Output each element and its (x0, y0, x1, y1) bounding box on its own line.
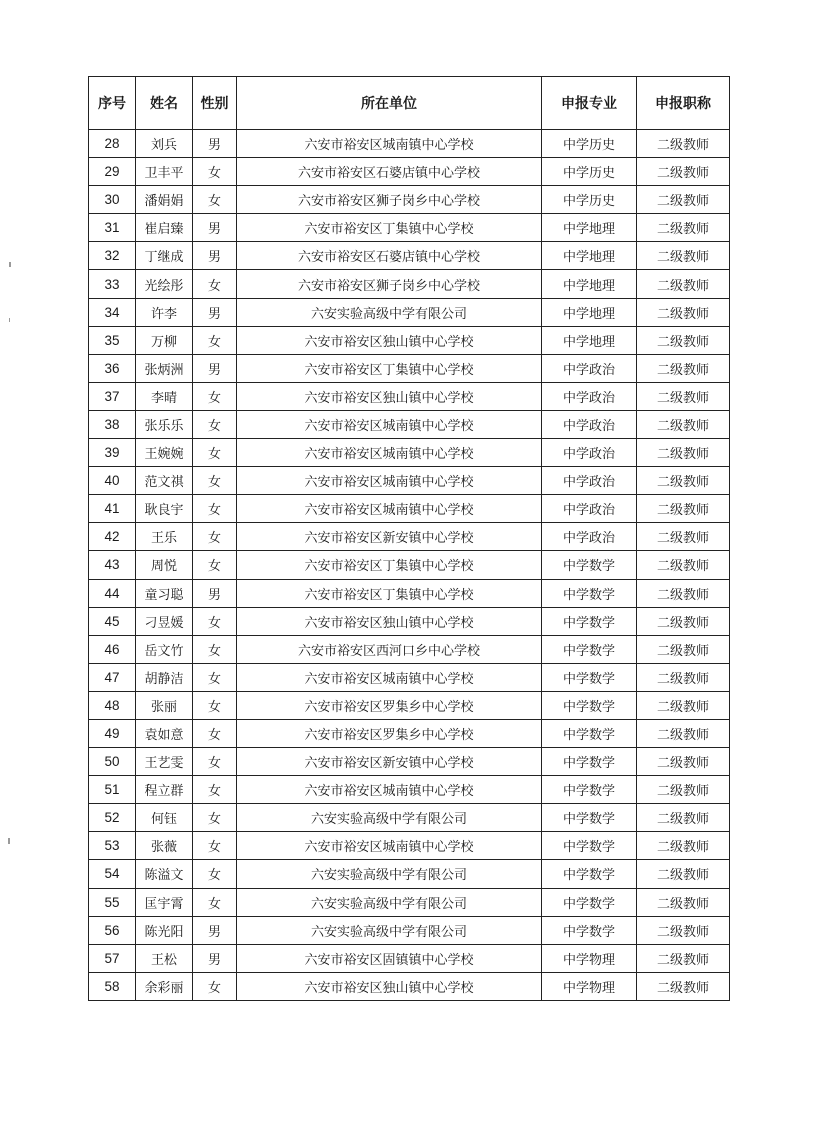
cell-major: 中学数学 (542, 719, 637, 747)
cell-gender: 女 (193, 186, 237, 214)
cell-name: 崔启臻 (136, 214, 193, 242)
cell-serial: 43 (89, 551, 136, 579)
cell-serial: 52 (89, 804, 136, 832)
cell-gender: 女 (193, 326, 237, 354)
cell-gender: 女 (193, 888, 237, 916)
cell-gender: 女 (193, 467, 237, 495)
table-row (89, 832, 730, 860)
cell-major: 中学物理 (542, 944, 637, 972)
cell-gender: 女 (193, 719, 237, 747)
cell-title: 二级教师 (637, 242, 730, 270)
table-row (89, 523, 730, 551)
cell-major: 中学历史 (542, 130, 637, 158)
cell-gender: 女 (193, 635, 237, 663)
cell-major: 中学数学 (542, 691, 637, 719)
table-row (89, 326, 730, 354)
cell-unit: 六安市裕安区城南镇中心学校 (237, 439, 542, 467)
cell-gender: 男 (193, 214, 237, 242)
cell-gender: 女 (193, 776, 237, 804)
cell-serial: 55 (89, 888, 136, 916)
table-row (89, 214, 730, 242)
cell-unit: 六安市裕安区丁集镇中心学校 (237, 354, 542, 382)
table-row (89, 298, 730, 326)
cell-serial: 53 (89, 832, 136, 860)
cell-title: 二级教师 (637, 691, 730, 719)
cell-title: 二级教师 (637, 944, 730, 972)
cell-title: 二级教师 (637, 382, 730, 410)
table-row (89, 551, 730, 579)
cell-title: 二级教师 (637, 326, 730, 354)
table-row (89, 635, 730, 663)
cell-serial: 47 (89, 663, 136, 691)
cell-name: 张炳洲 (136, 354, 193, 382)
header-gender: 性别 (193, 77, 237, 130)
header-name: 姓名 (136, 77, 193, 130)
cell-serial: 44 (89, 579, 136, 607)
cell-unit: 六安市裕安区固镇镇中心学校 (237, 944, 542, 972)
cell-gender: 男 (193, 130, 237, 158)
cell-name: 万柳 (136, 326, 193, 354)
cell-serial: 30 (89, 186, 136, 214)
cell-title: 二级教师 (637, 495, 730, 523)
cell-name: 刁昱媛 (136, 607, 193, 635)
cell-gender: 女 (193, 832, 237, 860)
cell-serial: 56 (89, 916, 136, 944)
table-row (89, 888, 730, 916)
cell-title: 二级教师 (637, 719, 730, 747)
cell-title: 二级教师 (637, 748, 730, 776)
table-row (89, 410, 730, 438)
cell-gender: 女 (193, 551, 237, 579)
cell-unit: 六安实验高级中学有限公司 (237, 888, 542, 916)
cell-unit: 六安市裕安区罗集乡中心学校 (237, 691, 542, 719)
cell-gender: 女 (193, 439, 237, 467)
table-row (89, 944, 730, 972)
cell-major: 中学数学 (542, 776, 637, 804)
table-row (89, 439, 730, 467)
cell-gender: 女 (193, 804, 237, 832)
cell-major: 中学数学 (542, 804, 637, 832)
cell-name: 胡静洁 (136, 663, 193, 691)
cell-unit: 六安实验高级中学有限公司 (237, 916, 542, 944)
cell-unit: 六安市裕安区狮子岗乡中心学校 (237, 186, 542, 214)
cell-gender: 男 (193, 944, 237, 972)
cell-serial: 58 (89, 972, 136, 1000)
cell-unit: 六安市裕安区石婆店镇中心学校 (237, 158, 542, 186)
cell-name: 何钰 (136, 804, 193, 832)
cell-major: 中学地理 (542, 214, 637, 242)
header-title: 申报职称 (637, 77, 730, 130)
cell-major: 中学数学 (542, 860, 637, 888)
cell-major: 中学数学 (542, 579, 637, 607)
table-row (89, 130, 730, 158)
cell-serial: 35 (89, 326, 136, 354)
cell-gender: 男 (193, 579, 237, 607)
cell-name: 程立群 (136, 776, 193, 804)
cell-major: 中学政治 (542, 523, 637, 551)
table-row (89, 607, 730, 635)
cell-unit: 六安市裕安区城南镇中心学校 (237, 410, 542, 438)
cell-serial: 54 (89, 860, 136, 888)
cell-unit: 六安市裕安区城南镇中心学校 (237, 130, 542, 158)
table-row (89, 158, 730, 186)
cell-unit: 六安实验高级中学有限公司 (237, 804, 542, 832)
cell-name: 范文祺 (136, 467, 193, 495)
cell-title: 二级教师 (637, 551, 730, 579)
cell-title: 二级教师 (637, 804, 730, 832)
cell-gender: 女 (193, 607, 237, 635)
cell-unit: 六安实验高级中学有限公司 (237, 298, 542, 326)
cell-name: 袁如意 (136, 719, 193, 747)
header-unit: 所在单位 (237, 77, 542, 130)
cell-title: 二级教师 (637, 467, 730, 495)
cell-name: 岳文竹 (136, 635, 193, 663)
cell-serial: 48 (89, 691, 136, 719)
cell-serial: 50 (89, 748, 136, 776)
cell-unit: 六安市裕安区石婆店镇中心学校 (237, 242, 542, 270)
table-row (89, 691, 730, 719)
cell-major: 中学数学 (542, 888, 637, 916)
cell-unit: 六安市裕安区独山镇中心学校 (237, 382, 542, 410)
cell-serial: 38 (89, 410, 136, 438)
cell-major: 中学政治 (542, 439, 637, 467)
cell-title: 二级教师 (637, 439, 730, 467)
cell-name: 刘兵 (136, 130, 193, 158)
scan-mark (9, 262, 11, 267)
cell-name: 张薇 (136, 832, 193, 860)
table-row (89, 270, 730, 298)
table-row (89, 776, 730, 804)
table-header-row (89, 77, 730, 130)
cell-unit: 六安市裕安区丁集镇中心学校 (237, 551, 542, 579)
table-body (89, 130, 730, 1001)
cell-serial: 28 (89, 130, 136, 158)
table-row (89, 495, 730, 523)
cell-name: 匡宇霄 (136, 888, 193, 916)
cell-gender: 男 (193, 354, 237, 382)
cell-serial: 51 (89, 776, 136, 804)
table-row (89, 748, 730, 776)
cell-name: 王艺雯 (136, 748, 193, 776)
cell-name: 张乐乐 (136, 410, 193, 438)
cell-name: 童习聪 (136, 579, 193, 607)
scan-mark (8, 838, 10, 844)
cell-title: 二级教师 (637, 523, 730, 551)
cell-name: 丁继成 (136, 242, 193, 270)
cell-gender: 男 (193, 298, 237, 326)
cell-gender: 女 (193, 663, 237, 691)
cell-unit: 六安市裕安区新安镇中心学校 (237, 748, 542, 776)
cell-serial: 31 (89, 214, 136, 242)
cell-serial: 33 (89, 270, 136, 298)
cell-title: 二级教师 (637, 410, 730, 438)
cell-major: 中学数学 (542, 663, 637, 691)
cell-name: 陈溢文 (136, 860, 193, 888)
cell-serial: 40 (89, 467, 136, 495)
cell-name: 张丽 (136, 691, 193, 719)
cell-name: 光绘彤 (136, 270, 193, 298)
cell-gender: 女 (193, 158, 237, 186)
cell-unit: 六安市裕安区城南镇中心学校 (237, 663, 542, 691)
scan-mark (9, 318, 10, 322)
cell-major: 中学政治 (542, 410, 637, 438)
cell-unit: 六安市裕安区城南镇中心学校 (237, 832, 542, 860)
table-row (89, 663, 730, 691)
cell-unit: 六安市裕安区独山镇中心学校 (237, 326, 542, 354)
cell-title: 二级教师 (637, 916, 730, 944)
table-row (89, 186, 730, 214)
cell-title: 二级教师 (637, 354, 730, 382)
cell-gender: 女 (193, 270, 237, 298)
cell-gender: 女 (193, 748, 237, 776)
cell-unit: 六安市裕安区狮子岗乡中心学校 (237, 270, 542, 298)
table-row (89, 719, 730, 747)
cell-gender: 男 (193, 916, 237, 944)
table-row (89, 242, 730, 270)
table-row (89, 467, 730, 495)
cell-major: 中学政治 (542, 467, 637, 495)
cell-major: 中学数学 (542, 748, 637, 776)
cell-title: 二级教师 (637, 635, 730, 663)
cell-unit: 六安市裕安区独山镇中心学校 (237, 972, 542, 1000)
cell-gender: 女 (193, 410, 237, 438)
cell-major: 中学政治 (542, 354, 637, 382)
cell-serial: 45 (89, 607, 136, 635)
cell-name: 王婉婉 (136, 439, 193, 467)
cell-major: 中学地理 (542, 242, 637, 270)
cell-title: 二级教师 (637, 888, 730, 916)
cell-serial: 36 (89, 354, 136, 382)
cell-title: 二级教师 (637, 776, 730, 804)
cell-name: 王松 (136, 944, 193, 972)
cell-major: 中学地理 (542, 326, 637, 354)
table-row (89, 860, 730, 888)
cell-title: 二级教师 (637, 158, 730, 186)
cell-unit: 六安实验高级中学有限公司 (237, 860, 542, 888)
cell-serial: 39 (89, 439, 136, 467)
cell-title: 二级教师 (637, 130, 730, 158)
cell-title: 二级教师 (637, 298, 730, 326)
cell-unit: 六安市裕安区罗集乡中心学校 (237, 719, 542, 747)
cell-unit: 六安市裕安区丁集镇中心学校 (237, 579, 542, 607)
cell-name: 王乐 (136, 523, 193, 551)
cell-unit: 六安市裕安区西河口乡中心学校 (237, 635, 542, 663)
cell-unit: 六安市裕安区城南镇中心学校 (237, 467, 542, 495)
cell-serial: 46 (89, 635, 136, 663)
cell-serial: 37 (89, 382, 136, 410)
table-row (89, 354, 730, 382)
table-row (89, 579, 730, 607)
cell-name: 卫丰平 (136, 158, 193, 186)
cell-unit: 六安市裕安区城南镇中心学校 (237, 776, 542, 804)
cell-unit: 六安市裕安区城南镇中心学校 (237, 495, 542, 523)
cell-unit: 六安市裕安区新安镇中心学校 (237, 523, 542, 551)
cell-serial: 49 (89, 719, 136, 747)
cell-major: 中学数学 (542, 551, 637, 579)
table-row (89, 916, 730, 944)
cell-unit: 六安市裕安区丁集镇中心学校 (237, 214, 542, 242)
cell-major: 中学政治 (542, 495, 637, 523)
cell-name: 李晴 (136, 382, 193, 410)
cell-gender: 女 (193, 972, 237, 1000)
cell-name: 耿良宇 (136, 495, 193, 523)
cell-serial: 57 (89, 944, 136, 972)
cell-gender: 男 (193, 242, 237, 270)
cell-major: 中学地理 (542, 270, 637, 298)
cell-gender: 女 (193, 382, 237, 410)
cell-title: 二级教师 (637, 860, 730, 888)
cell-title: 二级教师 (637, 607, 730, 635)
teacher-roster-table (88, 76, 730, 1001)
cell-serial: 41 (89, 495, 136, 523)
cell-unit: 六安市裕安区独山镇中心学校 (237, 607, 542, 635)
cell-major: 中学地理 (542, 298, 637, 326)
cell-title: 二级教师 (637, 186, 730, 214)
cell-name: 陈光阳 (136, 916, 193, 944)
cell-name: 余彩丽 (136, 972, 193, 1000)
cell-gender: 女 (193, 691, 237, 719)
cell-gender: 女 (193, 495, 237, 523)
cell-major: 中学物理 (542, 972, 637, 1000)
cell-serial: 29 (89, 158, 136, 186)
table-row (89, 972, 730, 1000)
cell-title: 二级教师 (637, 972, 730, 1000)
header-major: 申报专业 (542, 77, 637, 130)
cell-serial: 34 (89, 298, 136, 326)
cell-major: 中学历史 (542, 186, 637, 214)
table-row (89, 382, 730, 410)
cell-major: 中学数学 (542, 635, 637, 663)
cell-name: 许李 (136, 298, 193, 326)
cell-major: 中学数学 (542, 832, 637, 860)
cell-title: 二级教师 (637, 832, 730, 860)
cell-gender: 女 (193, 860, 237, 888)
table-row (89, 804, 730, 832)
header-serial: 序号 (89, 77, 136, 130)
cell-title: 二级教师 (637, 663, 730, 691)
cell-major: 中学数学 (542, 916, 637, 944)
cell-title: 二级教师 (637, 579, 730, 607)
cell-name: 潘娟娟 (136, 186, 193, 214)
cell-title: 二级教师 (637, 270, 730, 298)
cell-major: 中学政治 (542, 382, 637, 410)
cell-title: 二级教师 (637, 214, 730, 242)
cell-serial: 42 (89, 523, 136, 551)
cell-gender: 女 (193, 523, 237, 551)
cell-name: 周悦 (136, 551, 193, 579)
cell-major: 中学历史 (542, 158, 637, 186)
cell-major: 中学数学 (542, 607, 637, 635)
cell-serial: 32 (89, 242, 136, 270)
